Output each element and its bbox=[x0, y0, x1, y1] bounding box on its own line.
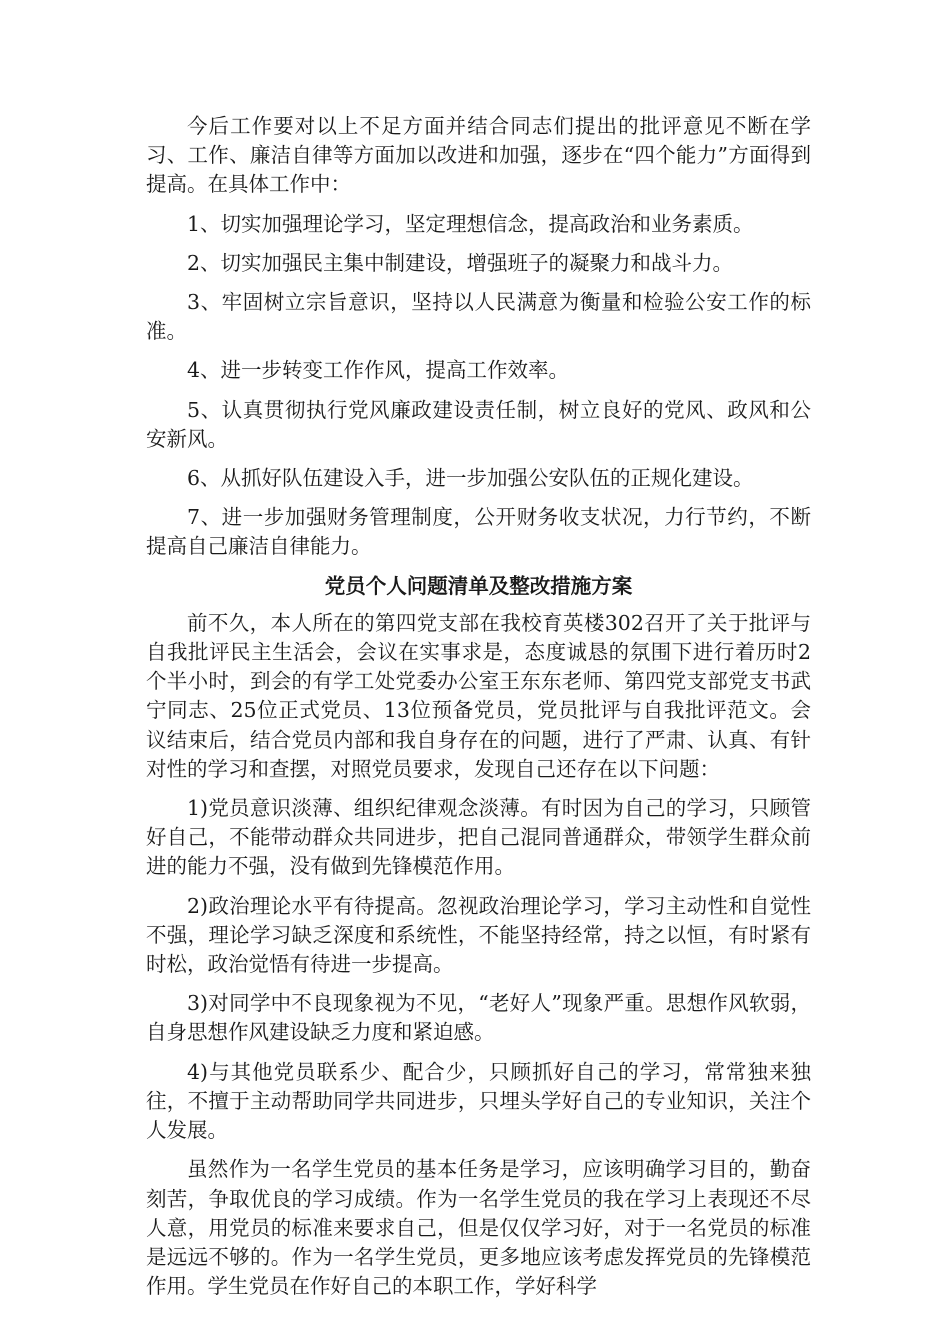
problem-item-3: 3)对同学中不良现象视为不见，“老好人”现象严重。思想作风软弱，自身思想作风建设缺乏力度和紧迫感。 bbox=[146, 991, 811, 1045]
document-page bbox=[146, 112, 811, 1311]
section-title: 党员个人问题清单及整改措施方案 bbox=[324, 573, 633, 598]
list-item-3: 3、牢固树立宗旨意识，坚持以人民满意为衡量和检验公安工作的标准。 bbox=[146, 290, 811, 344]
list-item-7: 7、进一步加强财务管理制度，公开财务收支状况，力行节约，不断提高自己廉洁自律能力。 bbox=[146, 505, 811, 559]
problem-item-4: 4)与其他党员联系少、配合少，只顾抓好自己的学习，常常独来独往，不擅于主动帮助同学共同进步，只埋头学好自己的专业知识，关注个人发展。 bbox=[146, 1059, 811, 1143]
paragraph-meeting: 前不久，本人所在的第四党支部在我校育英楼302召开了关于批评与自我批评民主生活会，会议在实事求是，态度诚恳的氛围下进行着历时2个半小时，到会的有学工处党委办公室王东东老师、第四党支部党支书武宁同志、25位正式党员、13位预备党员，党员批评与自我批评范文。会议结束后，结合党员内部和我自身存在的问题，进行了严肃、认真、有针对性的学习和查摆，对照党员要求，发现自己还存在以下问题： bbox=[146, 610, 811, 781]
paragraph-intro: 今后工作要对以上不足方面并结合同志们提出的批评意见不断在学习、工作、廉洁自律等方面加以改进和加强，逐步在“四个能力”方面得到提高。在具体工作中： bbox=[146, 114, 811, 197]
list-item-6: 6、从抓好队伍建设入手，进一步加强公安队伍的正规化建设。 bbox=[187, 466, 754, 491]
list-item-5: 5、认真贯彻执行党风廉政建设责任制，树立良好的党风、政风和公安新风。 bbox=[146, 397, 811, 451]
problem-item-1: 1)党员意识淡薄、组织纪律观念淡薄。有时因为自己的学习，只顾管好自己，不能带动群众共同进步，把自己混同普通群众，带领学生群众前进的能力不强，没有做到先锋模范作用。 bbox=[146, 796, 811, 879]
list-item-2: 2、切实加强民主集中制建设，增强班子的凝聚力和战斗力。 bbox=[187, 250, 734, 275]
list-item-4: 4、进一步转变工作作风，提高工作效率。 bbox=[187, 358, 570, 383]
paragraph-closing: 虽然作为一名学生党员的基本任务是学习，应该明确学习目的，勤奋刻苦，争取优良的学习成绩。作为一名学生党员的我在学习上表现还不尽人意，用党员的标准来要求自己，但是仅仅学习好，对于一名党员的标准是远远不够的。作为一名学生党员，更多地应该考虑发挥党员的先锋模范作用。学生党员在作好自己的本职工作，学好科学 bbox=[146, 1157, 811, 1299]
problem-item-2: 2)政治理论水平有待提高。忽视政治理论学习，学习主动性和自觉性不强，理论学习缺乏深度和系统性，不能坚持经常，持之以恒，有时紧有时松，政治觉悟有待进一步提高。 bbox=[146, 893, 811, 977]
list-item-1: 1、切实加强理论学习，坚定理想信念，提高政治和业务素质。 bbox=[187, 211, 754, 236]
